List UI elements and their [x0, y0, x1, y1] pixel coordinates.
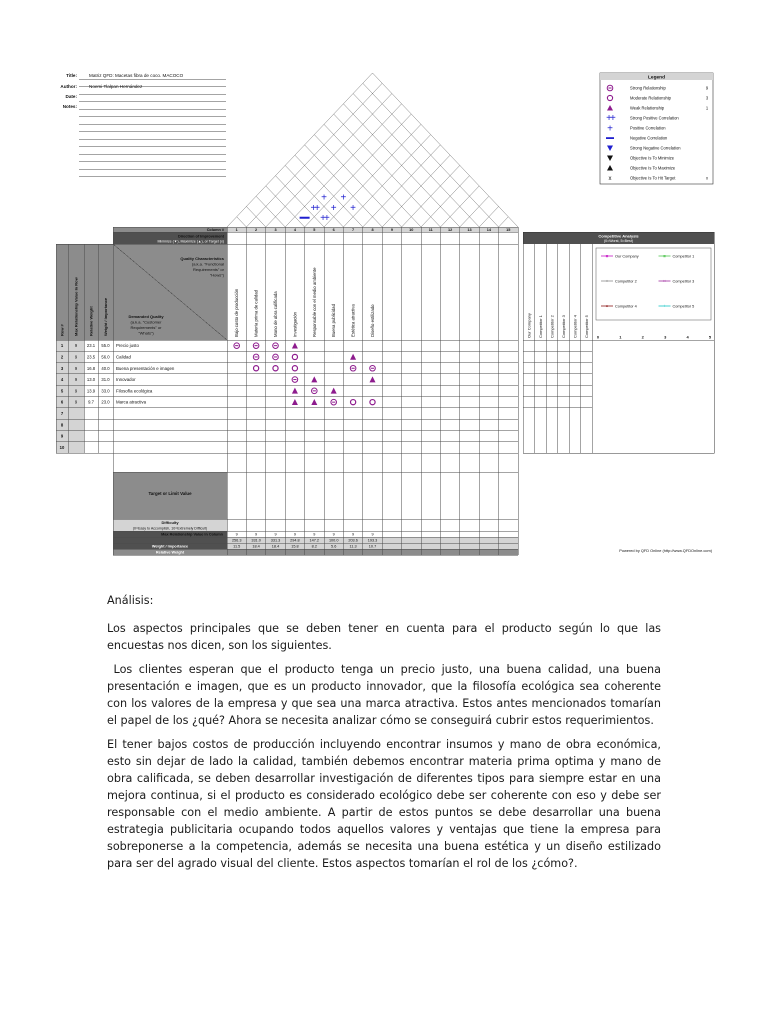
weak-relationship-icon	[311, 376, 317, 382]
header-label-3: Notes:	[62, 104, 77, 109]
weight-importance-label: Weight / Importance	[151, 544, 189, 549]
demanded-quality-5: Filosofía ecológica	[116, 388, 153, 394]
roof-line-r3	[256, 196, 285, 227]
moderate-relationship-icon	[292, 366, 297, 371]
row-max-relationship-5: 9	[74, 388, 78, 394]
column-number-15: 15	[506, 228, 511, 232]
column-number-11: 11	[428, 228, 433, 232]
relative-weight-value-5: 8.2	[311, 544, 317, 549]
row-number-10: 10	[59, 444, 65, 450]
legend-value-2: 1	[705, 105, 709, 111]
roof-positive-correlation-2: +	[321, 192, 327, 204]
legend-value-1: 3	[705, 95, 709, 101]
row-weight-importance-2: 56.0	[101, 354, 110, 360]
analysis-paragraph-1: Los aspectos principales que se deben tener en cuenta para el producto según lo que las encuestas nos dicen, son los siguientes.	[107, 622, 661, 652]
row-number-3: 3	[60, 365, 64, 371]
competitive-column-5: Competitor 5	[583, 315, 589, 338]
left-header-1: Max Relationship Value in Row	[73, 277, 79, 336]
weak-relationship-icon	[370, 376, 376, 382]
roof-line-l4	[305, 114, 412, 227]
row-weight-importance-1: 55.0	[101, 343, 110, 349]
relative-weight-value-1: 11.5	[233, 544, 241, 549]
column-number-8: 8	[371, 228, 374, 232]
row-relative-weight-5: 13.9	[86, 388, 96, 394]
competitive-legend-name-3: Competitor 3	[672, 279, 695, 284]
left-header-3: Weight / Importance	[103, 297, 108, 336]
legend-label-7: Objective Is To Minimize	[630, 155, 675, 161]
how-label-8: Diseño estilizado	[370, 304, 375, 337]
direction-label: Direction of Improvement	[178, 234, 224, 239]
roof-positive-correlation-6: +	[350, 202, 357, 214]
row-number-7: 7	[60, 410, 64, 416]
demanded-quality-1: Precio justo	[116, 343, 139, 349]
roof-line-l8	[382, 155, 450, 227]
row-number-4: 4	[60, 377, 64, 383]
column-number-2: 2	[255, 228, 258, 232]
column-header-label: Column #	[206, 228, 224, 232]
max-relationship-value-7: 9	[352, 532, 355, 537]
competitive-legend-name-2: Competitor 2	[615, 279, 637, 284]
column-number-7: 7	[352, 228, 355, 232]
weight-value-4: 294.8	[290, 538, 300, 543]
relative-weight-value-2: 18.4	[252, 544, 260, 549]
quality-characteristics-label-2: Requirements" or	[193, 267, 224, 272]
column-number-14: 14	[486, 228, 492, 232]
column-number-13: 13	[467, 228, 472, 232]
competitive-analysis-sub: (0=Worst, 5=Best)	[603, 239, 634, 243]
quality-characteristics-label-3: "Hows")	[209, 272, 224, 278]
roof-line-l10	[421, 176, 470, 227]
target-limit-label: Target or Limit Value	[148, 491, 192, 496]
header-author-value: Noemi Tlalpan Hernández	[89, 84, 143, 89]
column-number-1: 1	[235, 228, 238, 232]
relative-weight-value-4: 15.8	[291, 544, 299, 549]
legend-value-9: x	[705, 175, 709, 181]
roof-line-l6	[343, 135, 430, 227]
legend-label-6: Strong Negative Correlation	[630, 145, 681, 151]
powered-by-text: Powered by QFD Online (http://www.QFDOnline.com)	[619, 548, 712, 553]
legend-label-4: Positive Correlation	[630, 125, 666, 131]
weight-value-1: 256.3	[231, 538, 242, 543]
legend-label-0: Strong Relationship	[630, 85, 666, 91]
row-number-1: 1	[60, 343, 64, 349]
row-number-8: 8	[60, 422, 64, 428]
relative-weight-label: Relative Weight	[155, 550, 185, 555]
roof-line-r7	[295, 155, 363, 227]
moderate-relationship-icon	[370, 400, 375, 405]
roof-line-r13	[353, 94, 479, 227]
moderate-relationship-icon	[292, 354, 297, 359]
analysis-document	[107, 592, 665, 879]
how-label-1: Bajo costo de producción	[234, 288, 240, 337]
demanded-quality-label-0: Demanded Quality	[128, 314, 164, 319]
weak-relationship-icon	[292, 399, 298, 405]
row-max-relationship-3: 9	[74, 365, 78, 371]
weak-relationship-icon	[311, 399, 317, 405]
competitive-legend-marker-5: +	[663, 303, 666, 309]
legend-label-8: Objective Is To Maximize	[630, 165, 676, 171]
roof-line-r5	[276, 176, 325, 227]
max-relationship-column-label: Max Relationship Value in Column	[161, 532, 223, 537]
moderate-relationship-icon	[351, 400, 356, 405]
row-relative-weight-6: 9.7	[88, 399, 94, 405]
roof-line-l14	[499, 217, 509, 227]
header-label-1: Author:	[60, 84, 77, 89]
competitive-scale-4: 4	[686, 334, 689, 340]
relative-weight-row-band	[227, 549, 518, 555]
row-relative-weight-3: 16.8	[86, 365, 96, 371]
demanded-quality-label-3: "Whats")	[138, 330, 154, 336]
roof-positive-correlation-4: +	[330, 202, 337, 214]
left-header-0: Row #	[59, 324, 65, 336]
legend-label-3: Strong Positive Correlation	[630, 115, 679, 121]
max-relationship-value-8: 9	[371, 532, 374, 537]
competitive-column-1: Competitor 1	[537, 315, 543, 338]
demanded-quality-4: Innovador	[116, 377, 136, 383]
weak-relationship-icon	[292, 342, 298, 348]
demanded-quality-6: Marca atractiva	[116, 399, 147, 405]
how-label-5: Responsable con el medio ambiente	[311, 267, 317, 337]
row-relative-weight-2: 23.5	[86, 354, 96, 360]
roof-line-r1	[237, 217, 247, 227]
column-number-5: 5	[313, 228, 316, 232]
legend-value-0: 9	[705, 85, 709, 91]
relative-weight-value-7: 11.3	[349, 544, 357, 549]
demanded-quality-3: Buena presentación e imagen	[116, 365, 175, 371]
quality-characteristics-label-1: (a.k.a. "Functional	[191, 261, 224, 267]
weak-relationship-icon	[350, 354, 356, 360]
difficulty-label: Difficulty	[161, 520, 179, 525]
competitive-legend-marker-4: ●	[605, 303, 609, 309]
competitive-legend-marker-0: ■	[605, 253, 609, 259]
max-relationship-value-4: 9	[293, 532, 296, 537]
weight-value-3: 331.3	[270, 538, 281, 543]
direction-cells	[227, 232, 518, 244]
legend-objective-target-icon: x	[608, 176, 612, 182]
row-max-relationship-6: 9	[74, 399, 78, 405]
column-number-4: 4	[293, 228, 296, 232]
row-weight-importance-3: 40.0	[101, 365, 110, 371]
competitive-legend-name-5: Competitor 5	[672, 304, 695, 309]
roof-line-l12	[460, 196, 489, 227]
roof-line-r15	[373, 73, 519, 227]
column-number-12: 12	[447, 228, 453, 232]
competitive-scale-0: 0	[596, 334, 600, 340]
row-relative-weight-1: 23.1	[86, 343, 96, 349]
row-number-9: 9	[60, 433, 64, 439]
weight-value-7: 203.6	[348, 538, 358, 543]
quality-characteristics-label-0: Quality Characteristics	[180, 256, 224, 261]
max-relationship-value-1: 9	[235, 532, 238, 537]
roof-line-l2	[266, 94, 392, 227]
legend-title: Legend	[647, 75, 666, 81]
legend-negative-correlation-icon	[606, 137, 614, 139]
competitive-scale-3: 3	[664, 334, 667, 340]
header-label-0: Title:	[66, 73, 77, 78]
competitive-scale-2: 2	[641, 334, 644, 340]
competitive-legend-name-1: Competitor 1	[672, 254, 695, 259]
row-max-relationship-1: 9	[74, 343, 78, 349]
how-label-7: Estética atractiva	[350, 304, 356, 337]
roof-negative-correlation-0	[300, 217, 310, 219]
difficulty-sub-label: (0=Easy to Accomplish, 10=Extremely Difficult)	[132, 526, 208, 531]
moderate-relationship-icon	[254, 366, 259, 371]
weak-relationship-icon	[331, 388, 337, 394]
moderate-relationship-icon	[273, 366, 278, 371]
row-weight-importance-6: 23.0	[101, 399, 110, 405]
relative-weight-value-6: 5.6	[331, 544, 337, 549]
analysis-paragraph-2: Los clientes esperan que el producto tenga un precio justo, una buena calidad, una buena presentación e imagen, que es un producto innovador, que la filosofía ecológica sea coherente con los valores de la empresa y que sea una marca atractiva. Estos antes mencionados tomarían el papel de los ¿qué? Ahora se necesita analizar cómo se conseguirá cubrir estos requerimientos.	[107, 663, 665, 727]
roof-strong-positive-correlation-1: ++	[310, 202, 319, 214]
how-label-6: Buena publicidad	[331, 304, 337, 337]
column-number-9: 9	[390, 228, 393, 232]
column-number-3: 3	[274, 228, 277, 232]
relative-weight-value-3: 18.4	[271, 544, 280, 549]
legend-positive-correlation-icon: +	[607, 123, 613, 135]
competitive-scale-1: 1	[619, 334, 622, 340]
how-label-4: Investigación	[292, 311, 298, 337]
row-max-relationship-2: 9	[74, 354, 78, 360]
legend-strong-positive-correlation-icon: ++	[606, 113, 614, 125]
competitive-column-0: Our Company	[526, 313, 532, 338]
competitive-legend-name-0: Our Company	[615, 254, 639, 259]
competitive-column-2: Competitor 2	[549, 315, 555, 338]
legend-label-1: Moderate Relationship	[630, 95, 671, 101]
weak-relationship-icon	[292, 388, 298, 394]
max-relationship-value-6: 9	[332, 532, 335, 537]
weight-value-5: 147.2	[309, 538, 320, 543]
row-weight-importance-4: 31.0	[101, 377, 110, 383]
roof-strong-positive-correlation-3: ++	[320, 213, 328, 225]
weight-value-2: 331.0	[251, 538, 261, 543]
how-label-2: Materia prima de calidad	[253, 289, 259, 337]
max-relationship-value-2: 9	[255, 532, 258, 537]
header-label-2: Date:	[65, 94, 77, 99]
legend-label-9: Objective Is To Hit Target	[630, 175, 676, 181]
max-relationship-value-3: 9	[274, 532, 277, 537]
demanded-quality-2: Calidad	[116, 354, 131, 360]
legend-label-2: Weak Relationship	[630, 105, 665, 111]
left-header-2: Relative Weight	[88, 306, 94, 336]
row-relative-weight-4: 13.0	[86, 377, 96, 383]
demanded-quality-label-2: Requirements" or	[130, 325, 162, 330]
competitive-legend-box	[596, 248, 711, 320]
relative-weight-value-8: 10.7	[368, 544, 377, 549]
competitive-legend-name-4: Competitor 4	[615, 304, 637, 309]
max-relationship-value-5: 9	[313, 532, 316, 537]
column-number-10: 10	[409, 228, 414, 232]
row-number-6: 6	[60, 399, 64, 405]
row-max-relationship-4: 9	[74, 377, 78, 383]
row-weight-importance-5: 33.0	[101, 388, 110, 394]
row-number-5: 5	[60, 388, 64, 394]
legend-label-5: Negative Correlation	[630, 135, 668, 141]
roof-positive-correlation-5: +	[340, 192, 347, 204]
competitive-legend-marker-3: ×	[663, 278, 666, 284]
competitive-analysis-title: Competitive Analysis	[598, 233, 639, 239]
competitive-legend-marker-2: ×	[605, 278, 609, 284]
how-label-3: Mano de obra calificada	[273, 291, 278, 337]
header-title-value: Matriz QFD: Macetas fibra de coco. MACOCO	[89, 73, 184, 78]
column-number-6: 6	[332, 228, 335, 232]
analysis-paragraph-3: El tener bajos costos de producción incluyendo encontrar insumos y mano de obra económica, esto sin dejar de lado la calidad, también debemos encontrar materia prima optima y mano de obra calificada, se deben desarrollar investigación de diferentes tipos para siempre estar en una mejora continua, si el producto es considerado ecológico debe ser coherente con eso y debe ser responsable con el medio ambiente. A partir de estos puntos se debe desarrollar una buena estrategia publicitaria ocupando todos aquellos valores y ventajas que tiene la empresa para sobreponerse a la competencia, además se necesita una buena estética y un diseño estilizado para ser del agrado visual del cliente. Estos aspectos tomarían el rol de los ¿cómo?.	[107, 738, 661, 870]
demanded-quality-label-1: (a.k.a. "Customer	[130, 319, 162, 325]
weight-value-8: 193.3	[367, 538, 378, 543]
row-number-2: 2	[60, 354, 64, 360]
competitive-scale-5: 5	[708, 334, 712, 340]
weight-value-6: 100.0	[328, 538, 339, 543]
competitive-column-3: Competitor 3	[560, 315, 566, 338]
direction-sub-label: Minimize (▼), Maximize (▲), or Target (x)	[157, 239, 224, 244]
competitive-column-4: Competitor 4	[572, 315, 578, 338]
competitive-legend-marker-1: ■	[663, 253, 666, 259]
analysis-heading: Análisis:	[107, 594, 154, 607]
